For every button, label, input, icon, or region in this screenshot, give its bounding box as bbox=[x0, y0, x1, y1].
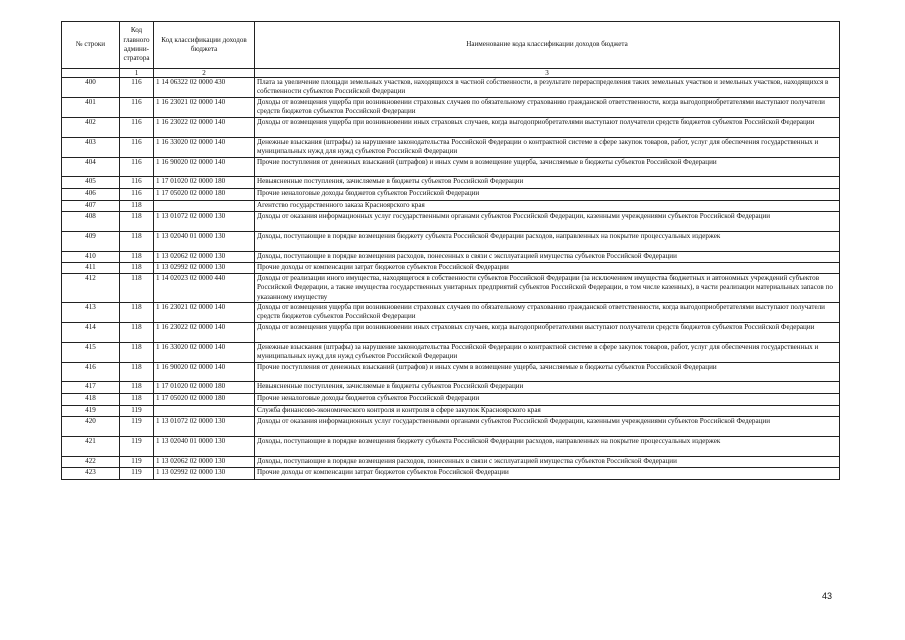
classification-code-cell: 1 14 06322 02 0000 430 bbox=[154, 78, 255, 98]
admin-code-cell: 118 bbox=[120, 274, 154, 303]
classification-code-cell: 1 17 01020 02 0000 180 bbox=[154, 382, 255, 394]
admin-code-cell: 118 bbox=[120, 232, 154, 252]
code-name-cell: Доходы, поступающие в порядке возмещения бюджету субъекта Российской Федерации расходов, направленных на покрытие процессуальных издержек bbox=[255, 437, 840, 457]
column-number: 3 bbox=[255, 69, 840, 78]
admin-code-cell: 116 bbox=[120, 177, 154, 189]
code-name-cell: Доходы, поступающие в порядке возмещения бюджету субъекта Российской Федерации расходов, направленных на покрытие процессуальных издержек bbox=[255, 232, 840, 252]
classification-code-cell bbox=[154, 201, 255, 212]
code-name-cell: Невыясненные поступления, зачисляемые в бюджеты субъектов Российской Федерации bbox=[255, 177, 840, 189]
header-admin-code: Код главного админи-стратора bbox=[120, 22, 154, 69]
admin-code-cell: 116 bbox=[120, 78, 154, 98]
header-code-name: Наименование кода классификации доходов бюджета bbox=[255, 22, 840, 69]
table-row bbox=[62, 138, 840, 158]
classification-code-cell: 1 17 05020 02 0000 180 bbox=[154, 394, 255, 406]
classification-code-cell: 1 16 90020 02 0000 140 bbox=[154, 158, 255, 177]
table-row bbox=[62, 201, 840, 212]
admin-code-cell: 116 bbox=[120, 189, 154, 201]
classification-code-cell: 1 16 23022 02 0000 140 bbox=[154, 118, 255, 138]
table-row bbox=[62, 212, 840, 232]
column-number-row bbox=[62, 69, 840, 78]
admin-code-cell: 118 bbox=[120, 303, 154, 323]
row-number-cell: 417 bbox=[62, 382, 120, 394]
classification-code-cell: 1 16 33020 02 0000 140 bbox=[154, 343, 255, 363]
row-number-cell: 401 bbox=[62, 98, 120, 118]
classification-code-cell: 1 13 02062 02 0000 130 bbox=[154, 457, 255, 468]
table-row bbox=[62, 252, 840, 263]
column-number bbox=[62, 69, 120, 78]
table-row bbox=[62, 303, 840, 323]
code-name-cell: Прочие доходы от компенсации затрат бюджетов субъектов Российской Федерации bbox=[255, 468, 840, 480]
table-row bbox=[62, 323, 840, 343]
admin-code-cell: 119 bbox=[120, 468, 154, 480]
row-number-cell: 418 bbox=[62, 394, 120, 406]
row-number-cell: 409 bbox=[62, 232, 120, 252]
row-number-cell: 404 bbox=[62, 158, 120, 177]
admin-code-cell: 119 bbox=[120, 457, 154, 468]
code-name-cell: Доходы от оказания информационных услуг государственными органами субъектов Российской Федерации, казенными учреждениями субъектов Российской Федерации bbox=[255, 212, 840, 232]
classification-code-cell: 1 16 23021 02 0000 140 bbox=[154, 303, 255, 323]
code-name-cell: Прочие поступления от денежных взысканий (штрафов) и иных сумм в возмещение ущерба, зачисляемые в бюджеты субъектов Российской Федерации bbox=[255, 158, 840, 177]
row-number-cell: 410 bbox=[62, 252, 120, 263]
admin-code-cell: 119 bbox=[120, 406, 154, 417]
classification-code-cell: 1 13 01072 02 0000 130 bbox=[154, 212, 255, 232]
row-number-cell: 414 bbox=[62, 323, 120, 343]
table-row bbox=[62, 118, 840, 138]
table-row bbox=[62, 363, 840, 382]
classification-code-cell: 1 13 02062 02 0000 130 bbox=[154, 252, 255, 263]
table-row bbox=[62, 457, 840, 468]
code-name-cell: Невыясненные поступления, зачисляемые в бюджеты субъектов Российской Федерации bbox=[255, 382, 840, 394]
code-name-cell: Денежные взыскания (штрафы) за нарушение законодательства Российской Федерации о контрактной системе в сфере закупок товаров, работ, услуг для обеспечения государственных и муниципальных нужд для нужд субъектов Российской Федерации bbox=[255, 138, 840, 158]
row-number-cell: 419 bbox=[62, 406, 120, 417]
code-name-cell: Агентство государственного заказа Красноярского края bbox=[255, 201, 840, 212]
code-name-cell: Доходы от оказания информационных услуг государственными органами субъектов Российской Федерации, казенными учреждениями субъектов Российской Федерации bbox=[255, 417, 840, 437]
code-name-cell: Доходы от возмещения ущерба при возникновении страховых случаев по обязательному страхованию гражданской ответственности, когда выгодоприобретателями выступают получатели средств бюджетов субъектов Российской Федерации bbox=[255, 303, 840, 323]
row-number-cell: 408 bbox=[62, 212, 120, 232]
table-header-row bbox=[62, 22, 840, 69]
row-number-cell: 412 bbox=[62, 274, 120, 303]
column-number: 1 bbox=[120, 69, 154, 78]
admin-code-cell: 116 bbox=[120, 138, 154, 158]
classification-code-cell: 1 14 02023 02 0000 440 bbox=[154, 274, 255, 303]
row-number-cell: 405 bbox=[62, 177, 120, 189]
row-number-cell: 421 bbox=[62, 437, 120, 457]
classification-code-cell: 1 13 02040 01 0000 130 bbox=[154, 232, 255, 252]
admin-code-cell: 119 bbox=[120, 417, 154, 437]
code-name-cell: Доходы от возмещения ущерба при возникновении страховых случаев по обязательному страхованию гражданской ответственности, когда выгодоприобретателями выступают получатели средств бюджетов субъектов Российской Федерации bbox=[255, 98, 840, 118]
classification-code-cell: 1 13 01072 02 0000 130 bbox=[154, 417, 255, 437]
classification-code-cell bbox=[154, 406, 255, 417]
table-row bbox=[62, 406, 840, 417]
row-number-cell: 403 bbox=[62, 138, 120, 158]
table-row bbox=[62, 158, 840, 177]
admin-code-cell: 118 bbox=[120, 363, 154, 382]
table-row bbox=[62, 78, 840, 98]
classification-code-cell: 1 17 01020 02 0000 180 bbox=[154, 177, 255, 189]
classification-code-cell: 1 13 02992 02 0000 130 bbox=[154, 263, 255, 274]
row-number-cell: 415 bbox=[62, 343, 120, 363]
code-name-cell: Прочие неналоговые доходы бюджетов субъектов Российской Федерации bbox=[255, 189, 840, 201]
column-number: 2 bbox=[154, 69, 255, 78]
code-name-cell: Доходы от реализации иного имущества, находящегося в собственности субъектов Российской Федерации (за исключением имущества бюджетных и автономных учреждений субъектов Российской Федерации, а также имущества государственных унитарных предприятий субъектов Российской Федерации, в том числе казенных), в части реализации материальных запасов по указанному имуществу bbox=[255, 274, 840, 303]
code-name-cell: Доходы, поступающие в порядке возмещения расходов, понесенных в связи с эксплуатацией имущества субъектов Российской Федерации bbox=[255, 457, 840, 468]
table-row bbox=[62, 274, 840, 303]
table-body bbox=[62, 78, 840, 480]
table-row bbox=[62, 468, 840, 480]
admin-code-cell: 119 bbox=[120, 437, 154, 457]
code-name-cell: Плата за увеличение площади земельных участков, находящихся в частной собственности, в результате перераспределения таких земельных участков и земельных участков, находящихся в собственности субъектов Российской Федерации bbox=[255, 78, 840, 98]
classification-code-cell: 1 17 05020 02 0000 180 bbox=[154, 189, 255, 201]
row-number-cell: 422 bbox=[62, 457, 120, 468]
admin-code-cell: 118 bbox=[120, 382, 154, 394]
row-number-cell: 411 bbox=[62, 263, 120, 274]
code-name-cell: Доходы от возмещения ущерба при возникновении иных страховых случаев, когда выгодоприобретателями выступают получатели средств бюджетов субъектов Российской Федерации bbox=[255, 118, 840, 138]
row-number-cell: 400 bbox=[62, 78, 120, 98]
code-name-cell: Доходы, поступающие в порядке возмещения расходов, понесенных в связи с эксплуатацией имущества субъектов Российской Федерации bbox=[255, 252, 840, 263]
table-row bbox=[62, 343, 840, 363]
admin-code-cell: 116 bbox=[120, 118, 154, 138]
row-number-cell: 423 bbox=[62, 468, 120, 480]
table-row bbox=[62, 437, 840, 457]
classification-code-cell: 1 16 33020 02 0000 140 bbox=[154, 138, 255, 158]
admin-code-cell: 118 bbox=[120, 212, 154, 232]
table-row bbox=[62, 394, 840, 406]
row-number-cell: 406 bbox=[62, 189, 120, 201]
admin-code-cell: 118 bbox=[120, 343, 154, 363]
revenue-codes-table bbox=[61, 21, 840, 480]
document-sheet bbox=[61, 21, 839, 480]
classification-code-cell: 1 16 23021 02 0000 140 bbox=[154, 98, 255, 118]
admin-code-cell: 118 bbox=[120, 201, 154, 212]
row-number-cell: 402 bbox=[62, 118, 120, 138]
classification-code-cell: 1 16 90020 02 0000 140 bbox=[154, 363, 255, 382]
admin-code-cell: 118 bbox=[120, 252, 154, 263]
table-row bbox=[62, 263, 840, 274]
admin-code-cell: 118 bbox=[120, 394, 154, 406]
admin-code-cell: 118 bbox=[120, 263, 154, 274]
row-number-cell: 416 bbox=[62, 363, 120, 382]
row-number-cell: 420 bbox=[62, 417, 120, 437]
code-name-cell: Денежные взыскания (штрафы) за нарушение законодательства Российской Федерации о контрактной системе в сфере закупок товаров, работ, услуг для обеспечения государственных и муниципальных нужд для нужд субъектов Российской Федерации bbox=[255, 343, 840, 363]
table-row bbox=[62, 98, 840, 118]
code-name-cell: Прочие доходы от компенсации затрат бюджетов субъектов Российской Федерации bbox=[255, 263, 840, 274]
code-name-cell: Прочие поступления от денежных взысканий (штрафов) и иных сумм в возмещение ущерба, зачисляемые в бюджеты субъектов Российской Федерации bbox=[255, 363, 840, 382]
classification-code-cell: 1 13 02040 01 0000 130 bbox=[154, 437, 255, 457]
table-row bbox=[62, 177, 840, 189]
row-number-cell: 407 bbox=[62, 201, 120, 212]
admin-code-cell: 116 bbox=[120, 98, 154, 118]
classification-code-cell: 1 13 02992 02 0000 130 bbox=[154, 468, 255, 480]
admin-code-cell: 116 bbox=[120, 158, 154, 177]
row-number-cell: 413 bbox=[62, 303, 120, 323]
page-number: 43 bbox=[822, 591, 833, 601]
admin-code-cell: 118 bbox=[120, 323, 154, 343]
code-name-cell: Доходы от возмещения ущерба при возникновении иных страховых случаев, когда выгодоприобретателями выступают получатели средств бюджетов субъектов Российской Федерации bbox=[255, 323, 840, 343]
table-row bbox=[62, 382, 840, 394]
classification-code-cell: 1 16 23022 02 0000 140 bbox=[154, 323, 255, 343]
code-name-cell: Служба финансово-экономического контроля и контроля в сфере закупок Красноярского края bbox=[255, 406, 840, 417]
table-row bbox=[62, 232, 840, 252]
table-row bbox=[62, 189, 840, 201]
table-row bbox=[62, 417, 840, 437]
code-name-cell: Прочие неналоговые доходы бюджетов субъектов Российской Федерации bbox=[255, 394, 840, 406]
header-row-number: № строки bbox=[62, 22, 120, 69]
header-classification-code: Код классификации доходов бюджета bbox=[154, 22, 255, 69]
